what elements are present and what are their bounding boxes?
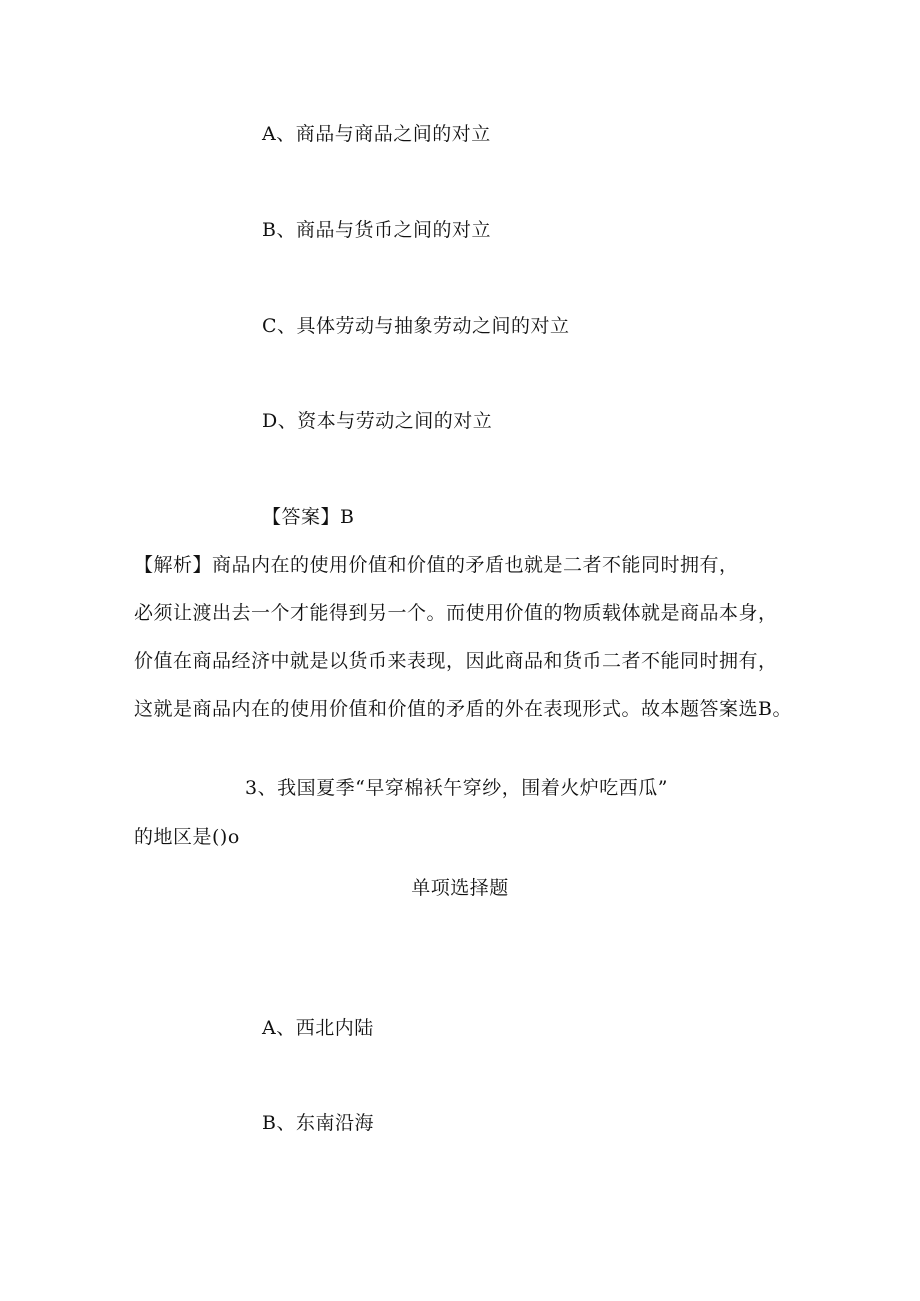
q2-option-a: A、商品与商品之间的对立 (262, 123, 491, 145)
q3-title-continuation: 的地区是()o (134, 826, 240, 848)
q3-option-b: B、东南沿海 (262, 1112, 374, 1134)
q2-explanation-line-1: 【解析】商品内在的使用价值和价值的矛盾也就是二者不能同时拥有， (134, 554, 739, 576)
q3-option-a: A、西北内陆 (262, 1017, 374, 1039)
q3-title: 3、我国夏季“早穿棉袄午穿纱，围着火炉吃西瓜” (245, 777, 669, 799)
q2-explanation-line-2: 必须让渡出去一个才能得到另一个。而使用价值的物质载体就是商品本身， (134, 602, 778, 624)
q2-option-d: D、资本与劳动之间的对立 (262, 410, 493, 432)
q3-question-type: 单项选择题 (411, 877, 509, 899)
q2-option-b: B、商品与货币之间的对立 (262, 219, 491, 241)
q2-explanation-line-4: 这就是商品内在的使用价值和价值的矛盾的外在表现形式。故本题答案选B。 (134, 698, 792, 720)
q2-answer: 【答案】B (262, 506, 355, 528)
q2-option-c: C、具体劳动与抽象劳动之间的对立 (262, 315, 570, 337)
q2-explanation-line-3: 价值在商品经济中就是以货币来表现，因此商品和货币二者不能同时拥有， (134, 650, 778, 672)
